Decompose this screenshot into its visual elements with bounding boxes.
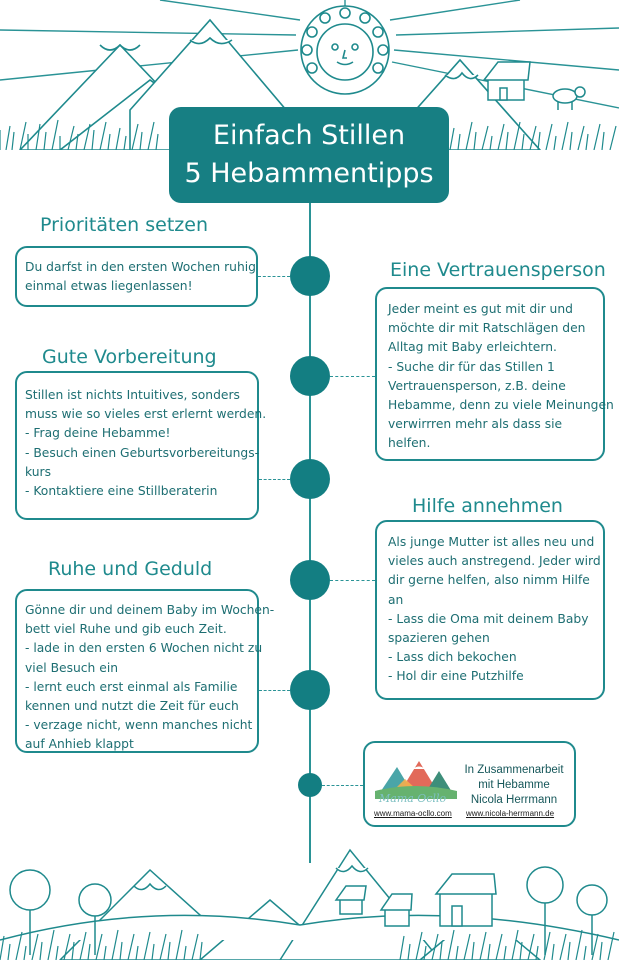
footer-illustration [0, 830, 619, 960]
card-line: kennen und nutzt die Zeit für euch [25, 699, 239, 714]
card-line: Stillen ist nichts Intuitives, sonders [25, 388, 240, 402]
card-line: Vertrauensperson, z.B. deine [388, 378, 566, 393]
card-line: helfen. [388, 436, 431, 451]
card-line: kurs [25, 464, 51, 479]
card-vertrauensperson [375, 287, 614, 461]
connector [258, 276, 290, 277]
card-ruhe [15, 589, 275, 753]
timeline-dot [290, 356, 330, 396]
partner-line: mit Hebamme [478, 779, 550, 791]
card-line: - Kontaktiere eine Stillberaterin [25, 484, 218, 499]
card-line: spazieren gehen [388, 631, 490, 646]
sun-face-icon [301, 6, 389, 94]
partner-text [457, 763, 571, 808]
card-line: Hebamme, denn zu viele Meinungen [388, 398, 614, 413]
card-line: - Suche dir für das Stillen 1 [388, 359, 555, 374]
card-vorbereitung [15, 371, 267, 520]
card-line: Du darfst in den ersten Wochen ruhig [25, 260, 256, 274]
card-line: - lernt euch erst einmal als Familie [25, 679, 238, 694]
card-line: Als junge Mutter ist alles neu und [388, 535, 595, 549]
card-line: möchte dir mit Ratschlägen den [388, 321, 586, 336]
card-line: viel Besuch ein [25, 660, 119, 675]
card-line: Gönne dir und deinem Baby im Wochen- [25, 603, 275, 617]
card-line: auf Anhieb klappt [25, 737, 134, 752]
connector [330, 580, 375, 581]
card-line: - lade in den ersten 6 Wochen nicht zu [25, 641, 263, 656]
card-line: muss wie so vieles erst erlernt werden. [25, 407, 267, 422]
link-mama-ocllo[interactable]: www.mama-ocllo.com [374, 809, 452, 818]
heading-vertrauensperson: Eine Vertrauensperson [390, 259, 606, 281]
card-hilfe [375, 520, 605, 700]
timeline-dot [290, 459, 330, 499]
card-line: vieles auch anstregend. Jeder wird [388, 554, 601, 569]
hut-icon [484, 62, 530, 100]
heading-hilfe: Hilfe annehmen [412, 495, 563, 517]
heading-prioritaeten: Prioritäten setzen [40, 214, 208, 236]
card-line: - Besuch einen Geburtsvorbereitungs- [25, 445, 260, 460]
heading-ruhe: Ruhe und Geduld [48, 558, 213, 580]
card-line: - Lass die Oma mit deinem Baby [388, 611, 589, 626]
title-line-2: 5 Hebammentipps [184, 158, 434, 189]
card-line: einmal etwas liegenlassen! [25, 279, 193, 294]
card-line: - verzage nicht, wenn manches nicht [25, 718, 253, 733]
card-line: an [388, 592, 404, 607]
timeline-dot-small [298, 773, 322, 797]
timeline-dot [290, 560, 330, 600]
connector [330, 376, 375, 377]
card-line: bett viel Ruhe und gib euch Zeit. [25, 622, 227, 637]
card-prioritaeten [15, 246, 258, 307]
sheep-icon [553, 87, 585, 110]
connector [259, 479, 290, 480]
logo-text: Mama Ocllo [379, 792, 447, 805]
card-line: - Frag deine Hebamme! [25, 426, 171, 441]
timeline-dot [290, 670, 330, 710]
timeline-line [309, 203, 311, 863]
card-line: dir gerne helfen, also nimm Hilfe [388, 573, 590, 588]
card-line: Alltag mit Baby erleichtern. [388, 340, 557, 355]
title-line-1: Einfach Stillen [212, 120, 406, 151]
connector [259, 690, 290, 691]
heading-vorbereitung: Gute Vorbereitung [42, 346, 217, 368]
partner-box [363, 741, 576, 827]
link-nicola-herrmann[interactable]: www.nicola-herrmann.de [466, 809, 555, 818]
card-line: - Hol dir eine Putzhilfe [388, 669, 524, 684]
partner-line: In Zusammenarbeit [464, 764, 564, 776]
card-line: verwirrren mehr als dass sie [388, 417, 563, 432]
timeline-dot [290, 256, 330, 296]
card-line: Jeder meint es gut mit dir und [388, 302, 573, 316]
title-banner [169, 107, 449, 203]
partner-line: Nicola Herrmann [470, 794, 558, 806]
connector [322, 785, 363, 786]
card-line: - Lass dich bekochen [388, 650, 517, 665]
